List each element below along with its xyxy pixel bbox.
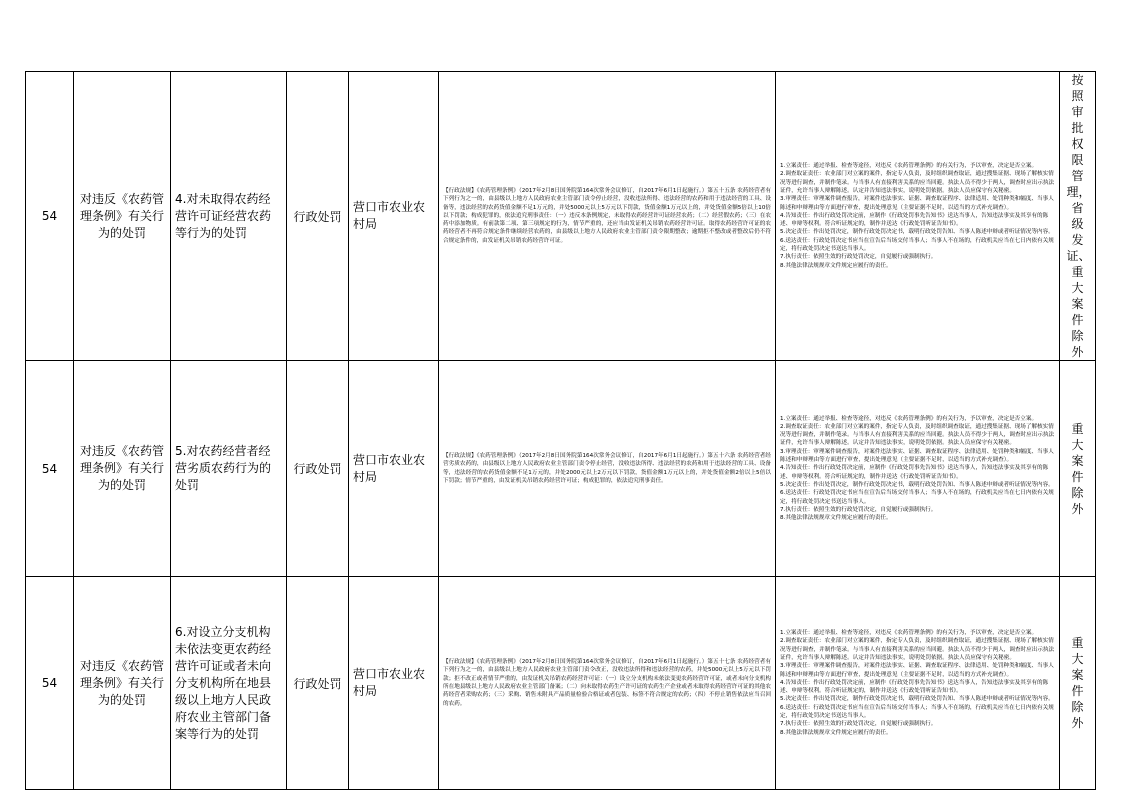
resp-line: 1.立案责任：通过举报、检查等途径，对违反《农药管理条例》的有关行为，予以审查，决定是否立案。 <box>780 415 1038 422</box>
resp-line: 6.送达责任：行政处罚决定书应当在宣告后当场交付当事人；当事人不在场的，行政机关应当在七日内依有关规定，将行政处罚决定书送达当事人。 <box>780 704 1054 720</box>
resp-line: 8.其他法律法规规章文件规定应履行的责任。 <box>780 262 892 269</box>
resp-line: 3.审理责任：审理案件调查报告，对案件违法事实、证据、调查取证程序、法律适用、处罚种类和幅度、当事人陈述和申辩理由等方面进行审查，提出处理意见（主要证据不足时，以适当的方式补充调查）。 <box>780 663 1054 678</box>
resp-line: 4.告知责任：作出行政处罚决定前，应制作《行政处罚事先告知书》送达当事人，告知违法事实及其享有的陈述、申辩等权利。符合听证规定的，制作并送达《行政处罚听证告知书》。 <box>780 465 1049 480</box>
note-text: 重大案件除外 <box>1071 636 1084 730</box>
resp-line: 1.立案责任：通过举报、检查等途径，对违反《农药管理条例》的有关行为，予以审查，决定是否立案。 <box>780 630 1038 637</box>
resp-line: 7.执行责任：依照生效的行政处罚决定，自觉履行或强制执行。 <box>780 506 937 513</box>
row-responsibilities <box>776 72 1060 361</box>
row-item-name: 对违反《农药管理条例》有关行为的处罚 <box>74 361 171 577</box>
row-sub-item: 6.对设立分支机构未依法变更农药经营许可证或者未向分支机构所在地县级以上地方人民政府农业主管部门备案等行为的处罚 <box>171 577 287 790</box>
row-department: 营口市农业农村局 <box>349 577 439 790</box>
resp-line: 2.调查取证责任：农业部门对立案的案件，指定专人负责，及时组织调查取证，通过搜集证据、现场了解核实情况等进行调查，并制作笔录。与当事人有直接利害关系的应当回避。执法人员不得少于两人，调查时应出示执法证件，允许当事人辩解陈述。认定并告知违法事实，说明处罚依据。执法人员应保守有关秘密。 <box>780 638 1055 661</box>
resp-line: 3.审理责任：审理案件调查报告，对案件违法事实、证据、调查取证程序、法律适用、处罚种类和幅度、当事人陈述和申辩理由等方面进行审查，提出处理意见（主要证据不足时，以适当的方式补充调查）。 <box>780 196 1054 211</box>
resp-line: 8.其他法律法规规章文件规定应履行的责任。 <box>780 515 892 522</box>
row-note <box>1060 577 1096 790</box>
row-item-name: 对违反《农药管理条例》有关行为的处罚 <box>74 577 171 790</box>
power-list-table <box>25 71 1096 790</box>
resp-line: 2.调查取证责任：农业部门对立案的案件，指定专人负责，及时组织调查取证，通过搜集证据、现场了解核实情况等进行调查，并制作笔录。与当事人有直接利害关系的应当回避。执法人员不得少于两人，调查时应出示执法证件，允许当事人辩解陈述。认定并告知违法事实，说明处罚依据。执法人员应保守有关秘密。 <box>780 423 1055 447</box>
resp-line: 2.调查取证责任：农业部门对立案的案件，指定专人负责，及时组织调查取证，通过搜集证据、现场了解核实情况等进行调查，并制作笔录。与当事人有直接利害关系的应当回避。执法人员不得少于两人，调查时应出示执法证件，允许当事人辩解陈述。认定并告知违法事实，说明处罚依据。执法人员应保守有关秘密。 <box>780 171 1055 194</box>
row-sub-item: 4.对未取得农药经营许可证经营农药等行为的处罚 <box>171 72 287 361</box>
row-legal-basis: 【行政法规】《农药管理条例》（2017年2月8日国务院第164次常务会议修订，自2017年6月1日起施行。）第五十六条 农药经营者经营劣质农药的，由县级以上地方人民政府农业主管部门责令停止经营，没收违法所得、违法经营的农药和用于违法经营的工具、设备等，违法经营的农药货值金额不足1万元的，并处2000元以上2万元以下罚款，货值金额1万元以上的，并处货值金额2倍以上5倍以下罚款；情节严重的，由发证机关吊销农药经营许可证；构成犯罪的，依法追究刑事责任。 <box>439 361 776 577</box>
row-responsibilities <box>776 361 1060 577</box>
resp-line: 7.执行责任：依照生效的行政处罚决定，自觉履行或强制执行。 <box>780 721 937 728</box>
table-row <box>26 577 1096 790</box>
table-row <box>26 72 1096 361</box>
row-power-type: 行政处罚 <box>287 577 349 790</box>
row-responsibilities <box>776 577 1060 790</box>
row-legal-basis: 【行政法规】《农药管理条例》（2017年2月8日国务院第164次常务会议修订，自2017年6月1日起施行。）第五十七条 农药经营者有下列行为之一的，由县级以上地方人民政府农业主管部门责令改正，没收违法所得和违法经营的农药，并处5000元以上5万元以下罚款；拒不改正或者情节严重的，由发证机关吊销农药经营许可证：（一）设立分支机构未依法变更农药经营许可证，或者未向分支机构所在地县级以上地方人民政府农业主管部门备案；（二）向未取得农药生产许可证的农药生产企业或者未取得农药经营许可证的其他农药经营者采购农药；（三）采购、销售未附具产品质量检验合格证或者包装、标签不符合规定的农药；（四）不停止销售依法应当召回的农药。 <box>439 577 776 790</box>
row-seq: 54 <box>26 72 74 361</box>
resp-line: 3.审理责任：审理案件调查报告，对案件违法事实、证据、调查取证程序、法律适用、处罚种类和幅度、当事人陈述和申辩理由等方面进行审查，提出处理意见（主要证据不足时，以适当的方式补充调查）。 <box>780 448 1054 464</box>
row-power-type: 行政处罚 <box>287 361 349 577</box>
resp-line: 6.送达责任：行政处罚决定书应当在宣告后当场交付当事人；当事人不在场的，行政机关应当在七日内依有关规定，将行政处罚决定书送达当事人。 <box>780 237 1054 253</box>
row-item-name: 对违反《农药管理条例》有关行为的处罚 <box>74 72 171 361</box>
resp-line: 4.告知责任：作出行政处罚决定前，应制作《行政处罚事先告知书》送达当事人，告知违法事实及其享有的陈述、申辩等权利。符合听证规定的，制作并送达《行政处罚听证告知书》。 <box>780 679 1049 695</box>
row-sub-item: 5.对农药经营者经营劣质农药行为的处罚 <box>171 361 287 577</box>
row-legal-basis: 【行政法规】《农药管理条例》（2017年2月8日国务院第164次常务会议修订，自2017年6月1日起施行。）第五十五条 农药经营者有下列行为之一的，由县级以上地方人民政府农业主管部门责令停止经营，没收违法所得、违法经营的农药和用于违法经营的工具、设备等，违法经营的农药货值金额不足1万元的，并处5000元以上5万元以下罚款，货值金额1万元以上的，并处货值金额5倍以上10倍以下罚款；构成犯罪的，依法追究刑事责任：（一）违反本条例规定，未取得农药经营许可证经营农药；（二）经营假农药；（三）在农药中添加物质。有前款第二项、第三项规定的行为，情节严重的，还应当由发证机关吊销农药经营许可证。取得农药经营许可证的农药经营者不再符合规定条件继续经营农药的，由县级以上地方人民政府农业主管部门责令限期整改；逾期拒不整改或者整改后仍不符合规定条件的，由发证机关吊销农药经营许可证。 <box>439 72 776 361</box>
resp-line: 7.执行责任：依照生效的行政处罚决定，自觉履行或强制执行。 <box>780 254 937 261</box>
note-text: 重大案件除外 <box>1071 421 1084 516</box>
table-row <box>26 361 1096 577</box>
resp-line: 8.其他法律法规规章文件规定应履行的责任。 <box>780 729 892 736</box>
resp-line: 1.立案责任：通过举报、检查等途径，对违反《农药管理条例》的有关行为，予以审查，决定是否立案。 <box>780 163 1038 170</box>
note-text: 按照审批权限管理，省级发证、重大案件除外 <box>1066 73 1091 359</box>
row-department: 营口市农业农村局 <box>349 361 439 577</box>
row-seq: 54 <box>26 361 74 577</box>
resp-line: 4.告知责任：作出行政处罚决定前，应制作《行政处罚事先告知书》送达当事人，告知违法事实及其享有的陈述、申辩等权利。符合听证规定的，制作并送达《行政处罚听证告知书》。 <box>780 212 1049 228</box>
resp-line: 5.决定责任：作出处罚决定，制作行政处罚决定书，载明行政处罚告知、当事人陈述申辩或者听证情况等内容。 <box>780 229 1054 236</box>
row-seq: 54 <box>26 577 74 790</box>
row-note <box>1060 72 1096 361</box>
row-note <box>1060 361 1096 577</box>
row-department: 营口市农业农村局 <box>349 72 439 361</box>
resp-line: 5.决定责任：作出处罚决定，制作行政处罚决定书，载明行政处罚告知、当事人陈述申辩或者听证情况等内容。 <box>780 696 1054 703</box>
resp-line: 5.决定责任：作出处罚决定，制作行政处罚决定书，载明行政处罚告知、当事人陈述申辩或者听证情况等内容。 <box>780 481 1054 488</box>
resp-line: 6.送达责任：行政处罚决定书应当在宣告后当场交付当事人；当事人不在场的，行政机关应当在七日内依有关规定，将行政处罚决定书送达当事人。 <box>780 490 1054 505</box>
row-power-type: 行政处罚 <box>287 72 349 361</box>
